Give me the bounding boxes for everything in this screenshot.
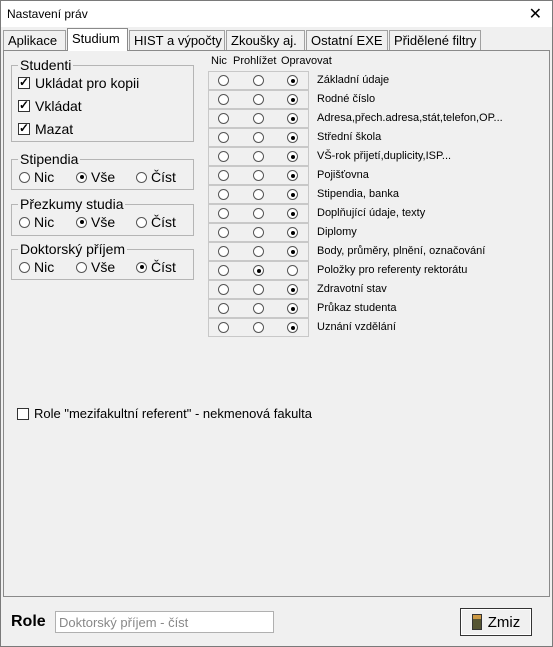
rights-radio-nic[interactable]	[218, 132, 229, 143]
doktorsky-nic-radio[interactable]	[19, 259, 54, 275]
radio-circle	[76, 217, 87, 228]
stipendia-title: Stipendia	[20, 151, 79, 167]
rights-row	[208, 261, 309, 280]
checkbox-box	[18, 123, 30, 135]
stipendia-cist-radio[interactable]	[136, 169, 176, 185]
prezkumy-title: Přezkumy studia	[20, 196, 124, 212]
rights-row-label: Průkaz studenta	[317, 302, 397, 314]
rights-radio-prohlížet[interactable]	[253, 170, 264, 181]
radio-label: Číst	[151, 259, 176, 275]
rights-radio-opravovat[interactable]	[287, 227, 298, 238]
rights-row	[208, 185, 309, 204]
rights-row	[208, 147, 309, 166]
rights-radio-prohlížet[interactable]	[253, 227, 264, 238]
studenti-title: Studenti	[20, 57, 72, 73]
rights-radio-prohlížet[interactable]	[253, 322, 264, 333]
rights-radio-opravovat[interactable]	[287, 75, 298, 86]
radio-label: Vše	[91, 259, 116, 275]
radio-label: Nic	[34, 169, 55, 185]
rights-row-label: Základní údaje	[317, 74, 390, 86]
rights-radio-opravovat[interactable]	[287, 322, 298, 333]
rights-row-label: Doplňující údaje, texty	[317, 207, 426, 219]
radio-circle	[76, 262, 87, 273]
radio-label: Vše	[91, 169, 116, 185]
tab-zkousky[interactable]: Zkoušky aj.	[226, 30, 305, 50]
header-prohlizet: Prohlížet	[233, 55, 277, 67]
door-icon	[472, 614, 482, 630]
rights-radio-nic[interactable]	[218, 94, 229, 105]
rights-row	[208, 166, 309, 185]
rights-radio-nic[interactable]	[218, 322, 229, 333]
rights-radio-opravovat[interactable]	[287, 265, 298, 276]
rights-radio-opravovat[interactable]	[287, 284, 298, 295]
rights-radio-opravovat[interactable]	[287, 170, 298, 181]
rights-row-label: Uznání vzdělání	[317, 321, 396, 333]
zmiz-label: Zmiz	[487, 613, 521, 631]
prezkumy-nic-radio[interactable]	[19, 214, 54, 230]
stipendia-nic-radio[interactable]	[19, 169, 54, 185]
rights-row	[208, 71, 309, 90]
rights-row-label: Rodné číslo	[317, 93, 376, 105]
rights-row	[208, 90, 309, 109]
prezkumy-vse-radio[interactable]	[76, 214, 115, 230]
radio-label: Nic	[34, 214, 55, 230]
stipendia-vse-radio[interactable]	[76, 169, 115, 185]
doktorsky-group	[11, 241, 194, 280]
header-opravovat: Opravovat	[281, 55, 332, 67]
rights-radio-nic[interactable]	[218, 75, 229, 86]
mazat-checkbox[interactable]	[18, 121, 73, 137]
stipendia-group	[11, 151, 194, 190]
radio-label: Číst	[151, 169, 176, 185]
rights-row-label: Položky pro referenty rektorátu	[317, 264, 468, 276]
role-field[interactable]	[55, 611, 274, 633]
rights-radio-opravovat[interactable]	[287, 94, 298, 105]
ukladat-pro-kopii-checkbox[interactable]	[18, 75, 139, 91]
zmiz-button[interactable]	[460, 608, 532, 636]
window-title: Nastavení práv	[7, 7, 88, 21]
radio-circle	[136, 172, 147, 183]
tab-panel-studium	[3, 50, 550, 597]
rights-row-label: Adresa,přech.adresa,stát,telefon,OP...	[317, 112, 503, 124]
doktorsky-cist-radio[interactable]	[136, 259, 176, 275]
rights-radio-nic[interactable]	[218, 151, 229, 162]
rights-radio-prohlížet[interactable]	[253, 303, 264, 314]
rights-radio-opravovat[interactable]	[287, 303, 298, 314]
rights-radio-opravovat[interactable]	[287, 189, 298, 200]
tab-strip	[3, 28, 552, 51]
rights-radio-prohlížet[interactable]	[253, 284, 264, 295]
rights-radio-prohlížet[interactable]	[253, 75, 264, 86]
rights-radio-opravovat[interactable]	[287, 151, 298, 162]
rights-radio-prohlížet[interactable]	[253, 265, 264, 276]
doktorsky-vse-radio[interactable]	[76, 259, 115, 275]
checkbox-label: Ukládat pro kopii	[35, 75, 140, 91]
radio-circle	[19, 172, 30, 183]
checkbox-box	[18, 100, 30, 112]
tab-hist[interactable]: HIST a výpočty	[129, 30, 225, 50]
rights-radio-nic[interactable]	[218, 265, 229, 276]
rights-radio-opravovat[interactable]	[287, 113, 298, 124]
rights-radio-prohlížet[interactable]	[253, 132, 264, 143]
rights-radio-opravovat[interactable]	[287, 132, 298, 143]
title-bar	[1, 1, 552, 27]
rights-radio-nic[interactable]	[218, 284, 229, 295]
checkbox-label: Vkládat	[35, 98, 82, 114]
prezkumy-group	[11, 196, 194, 236]
close-icon[interactable]: ✕	[528, 6, 542, 23]
rights-radio-prohlížet[interactable]	[253, 189, 264, 200]
radio-circle	[19, 217, 30, 228]
rights-row	[208, 299, 309, 318]
rights-row	[208, 318, 309, 337]
radio-label: Nic	[34, 259, 55, 275]
rights-row	[208, 128, 309, 147]
rights-row-label: Diplomy	[317, 226, 357, 238]
rights-row	[208, 242, 309, 261]
role-label: Role	[11, 613, 46, 630]
radio-circle	[19, 262, 30, 273]
rights-row	[208, 204, 309, 223]
rights-radio-nic[interactable]	[218, 246, 229, 257]
rights-radio-prohlížet[interactable]	[253, 246, 264, 257]
rights-radio-prohlížet[interactable]	[253, 208, 264, 219]
rights-row-label: Střední škola	[317, 131, 382, 143]
rights-row-label: Pojišťovna	[317, 169, 369, 181]
studenti-group	[11, 57, 194, 142]
tab-pridelene-filtry[interactable]: Přidělené filtry	[389, 30, 481, 50]
rights-radio-nic[interactable]	[218, 113, 229, 124]
rights-radio-nic[interactable]	[218, 189, 229, 200]
checkbox-box	[17, 408, 29, 420]
rights-row-label: Body, průměry, plnění, označování	[317, 245, 486, 257]
radio-circle	[76, 172, 87, 183]
checkbox-label: Role "mezifakultní referent" - nekmenová fakulta	[34, 406, 313, 421]
tab-studium[interactable]: Studium	[67, 28, 128, 51]
radio-label: Vše	[91, 214, 116, 230]
rights-radio-opravovat[interactable]	[287, 208, 298, 219]
rights-radio-nic[interactable]	[218, 170, 229, 181]
rights-radio-prohlížet[interactable]	[253, 113, 264, 124]
rights-row-label: VŠ-rok přijetí,duplicity,ISP...	[317, 150, 452, 162]
rights-row	[208, 223, 309, 242]
rights-row	[208, 109, 309, 128]
tab-ostatni-exe[interactable]: Ostatní EXE	[306, 30, 388, 50]
rights-radio-prohlížet[interactable]	[253, 94, 264, 105]
vkladat-checkbox[interactable]	[18, 98, 82, 114]
header-nic: Nic	[211, 55, 227, 67]
rights-row-label: Stipendia, banka	[317, 188, 399, 200]
mezifakultni-checkbox[interactable]	[17, 406, 312, 421]
rights-radio-nic[interactable]	[218, 227, 229, 238]
rights-radio-nic[interactable]	[218, 208, 229, 219]
tab-aplikace[interactable]: Aplikace	[3, 30, 66, 50]
radio-circle	[136, 217, 147, 228]
radio-label: Číst	[151, 214, 176, 230]
rights-row-label: Zdravotní stav	[317, 283, 387, 295]
rights-radio-opravovat[interactable]	[287, 246, 298, 257]
prezkumy-cist-radio[interactable]	[136, 214, 176, 230]
radio-circle	[136, 262, 147, 273]
checkbox-label: Mazat	[35, 121, 74, 137]
doktorsky-title: Doktorský příjem	[20, 241, 126, 257]
rights-radio-prohlížet[interactable]	[253, 151, 264, 162]
checkbox-box	[18, 77, 30, 89]
rights-radio-nic[interactable]	[218, 303, 229, 314]
rights-row	[208, 280, 309, 299]
